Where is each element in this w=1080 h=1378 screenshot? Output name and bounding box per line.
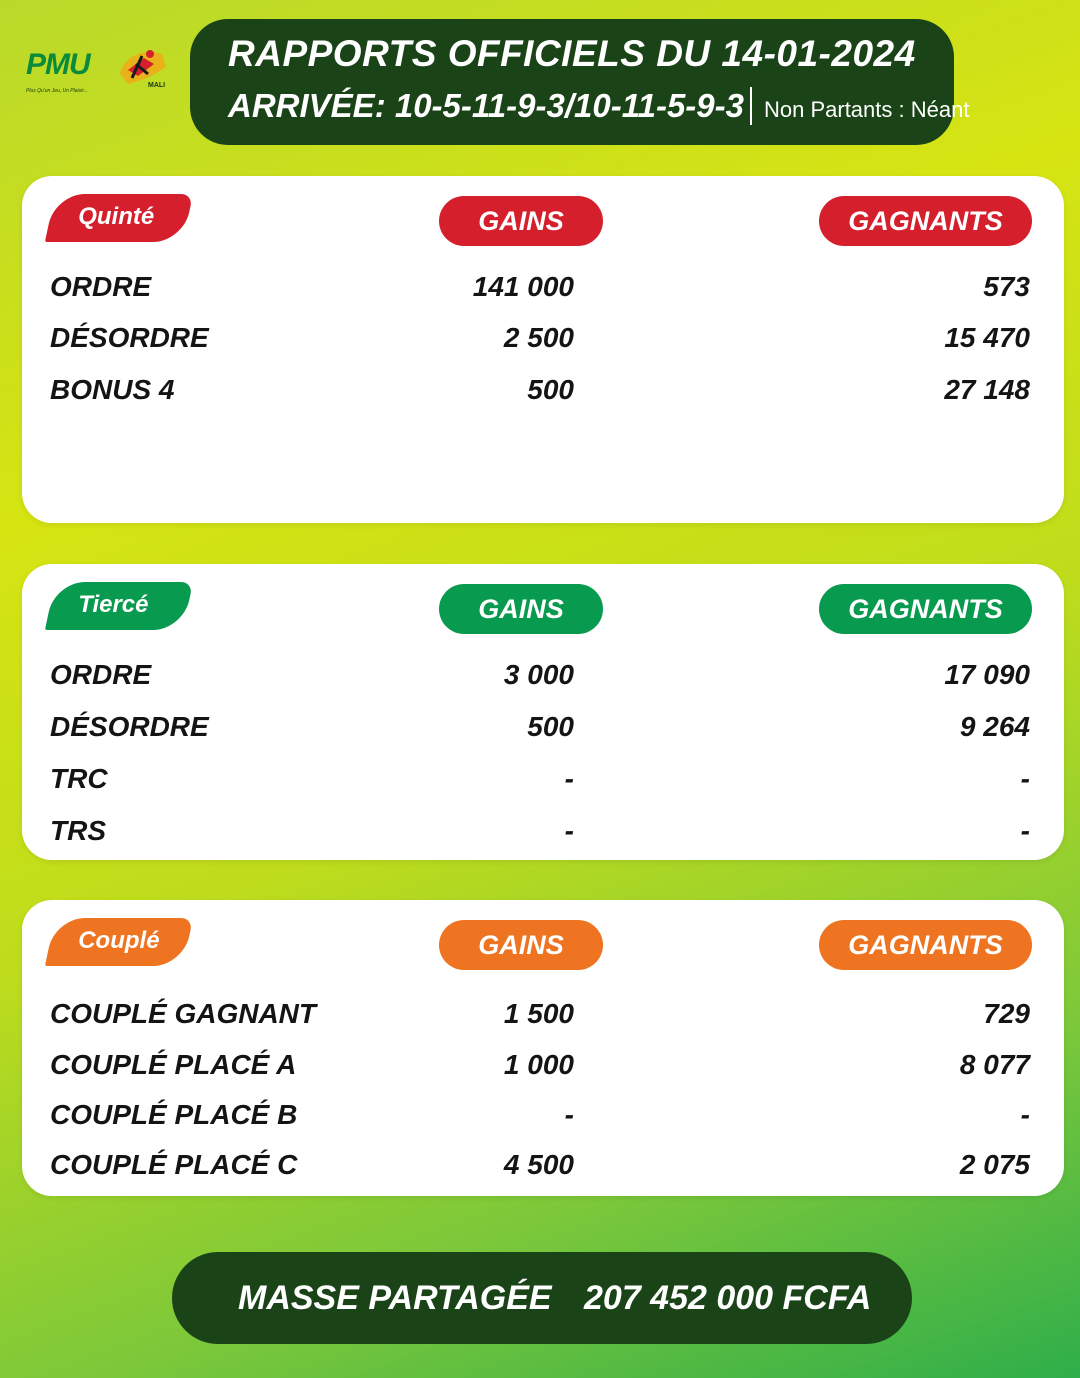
header-banner [190, 19, 970, 145]
row-gains: - [564, 1099, 574, 1130]
row-gagnants: - [1020, 815, 1030, 846]
section-name: Quinté [78, 203, 155, 230]
gagnants-header: GAGNANTS [819, 920, 1032, 970]
row-gains: 3 000 [503, 659, 574, 690]
row-gains: 4 500 [503, 1149, 574, 1180]
row-gagnants: 2 075 [959, 1149, 1030, 1180]
row-gagnants: 27 148 [944, 374, 1030, 405]
row-gagnants: 9 264 [959, 711, 1030, 742]
table-row [22, 998, 1064, 1038]
row-gains: 500 [527, 374, 574, 405]
row-label: DÉSORDRE [50, 711, 209, 742]
table-row [22, 763, 1064, 803]
section-name: Tiercé [78, 591, 149, 618]
table-row [22, 815, 1064, 855]
row-gagnants: 729 [983, 998, 1030, 1029]
masse-partagee-banner [172, 1252, 912, 1344]
row-label: ORDRE [50, 659, 152, 690]
row-label: ORDRE [50, 271, 152, 302]
row-label: TRC [50, 763, 108, 794]
non-partants: Non Partants : Néant [763, 97, 970, 122]
section-name: Couplé [78, 927, 160, 954]
row-gains: - [564, 763, 574, 794]
table-row [22, 1049, 1064, 1089]
gains-header: GAINS [439, 196, 603, 246]
gagnants-header: GAGNANTS [819, 196, 1032, 246]
gains-header: GAINS [439, 584, 603, 634]
gains-header: GAINS [439, 920, 603, 970]
masse-label: MASSE PARTAGÉE [238, 1279, 552, 1317]
row-gagnants: - [1020, 763, 1030, 794]
row-gagnants: 17 090 [944, 659, 1030, 690]
row-label: COUPLÉ PLACÉ C [50, 1149, 298, 1180]
table-row [22, 1149, 1064, 1189]
quinte-card [22, 176, 1064, 523]
row-label: COUPLÉ PLACÉ A [50, 1049, 297, 1080]
masse-value: 207 452 000 FCFA [584, 1279, 872, 1317]
row-gains: 1 000 [503, 1049, 574, 1080]
row-gains: 1 500 [503, 998, 574, 1029]
tierce-card [22, 564, 1064, 860]
page-title: RAPPORTS OFFICIELS DU 14-01-2024 [228, 33, 916, 74]
arrival-line [228, 87, 969, 125]
table-row [22, 1099, 1064, 1139]
row-label: TRS [50, 815, 106, 846]
couple-tag [45, 918, 193, 966]
separator [750, 87, 752, 125]
row-label: DÉSORDRE [50, 322, 209, 353]
row-gagnants: 8 077 [959, 1049, 1030, 1080]
logo-text: PMU [26, 48, 90, 81]
row-gains: 2 500 [503, 322, 574, 353]
table-row [22, 711, 1064, 751]
table-row [22, 322, 1064, 362]
quinte-tag [45, 194, 193, 242]
table-row [22, 374, 1064, 414]
row-gains: 141 000 [472, 271, 574, 302]
row-gagnants: 573 [983, 271, 1030, 302]
row-gains: - [564, 815, 574, 846]
row-gagnants: - [1020, 1099, 1030, 1130]
row-gains: 500 [527, 711, 574, 742]
row-label: COUPLÉ PLACÉ B [50, 1099, 298, 1130]
pmu-mali-logo [22, 40, 172, 102]
row-label: BONUS 4 [50, 374, 175, 405]
couple-card [22, 900, 1064, 1196]
tierce-tag [45, 582, 193, 630]
table-row [22, 271, 1064, 311]
row-label: COUPLÉ GAGNANT [50, 998, 316, 1029]
gagnants-header: GAGNANTS [819, 584, 1032, 634]
arrival-result: ARRIVÉE: 10-5-11-9-3/10-11-5-9-3 [228, 87, 744, 124]
logo-country: MALI [148, 82, 166, 89]
table-row [22, 659, 1064, 699]
logo-tagline: Plus Qu'un Jeu, Un Plaisir... [26, 88, 88, 94]
row-gagnants: 15 470 [944, 322, 1030, 353]
